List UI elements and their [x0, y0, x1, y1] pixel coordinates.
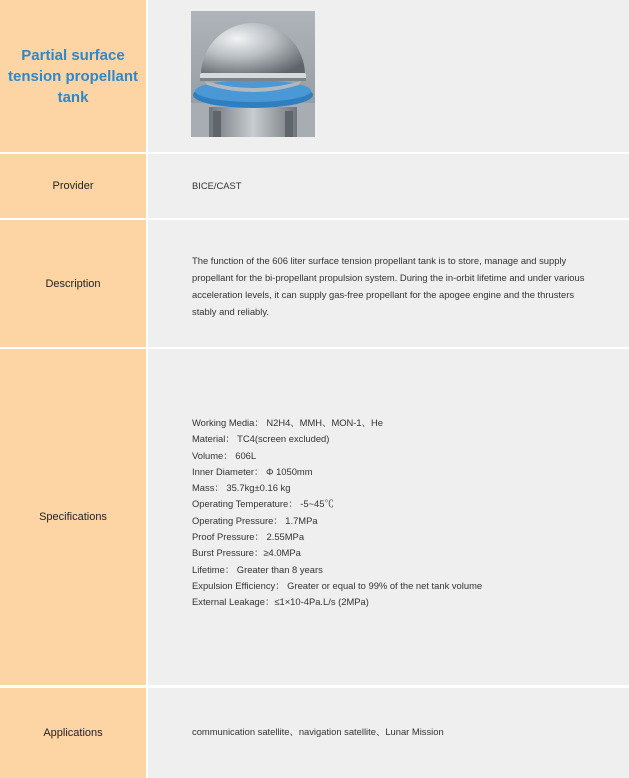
spec-line: Lifetime： Greater than 8 years [192, 563, 323, 575]
provider-label: Provider [52, 180, 94, 192]
spec-line: Volume： 606L [192, 449, 257, 461]
specifications-list [192, 415, 482, 611]
product-image [191, 11, 315, 137]
spec-line: Mass： 35.7kg±0.16 kg [192, 482, 291, 494]
spec-line: Expulsion Efficiency： Greater or equal to 99% of the net tank volume [192, 579, 483, 591]
applications-value-cell [148, 688, 629, 778]
spec-line: External Leakage：≤1×10-4Pa.L/s (2MPa) [192, 596, 369, 608]
title-row [0, 0, 629, 152]
specifications-value-cell [148, 349, 629, 685]
spec-line: Material： TC4(screen excluded) [192, 433, 330, 445]
provider-value: BICE/CAST [192, 180, 242, 191]
description-row [0, 220, 629, 347]
applications-value: communication satellite、navigation satellite、Lunar Mission [192, 726, 444, 737]
provider-label-cell [0, 154, 146, 218]
description-text: The function of the 606 liter surface tension propellant tank is to store, manage and supply propellant for the bi-propellant propulsion system. During the in-orbit lifetime and under various acceleration levels, it can supply gas-free propellant for the apogee engine and the thrusters stably and reliably. [192, 255, 585, 317]
spec-line: Burst Pressure：≥4.0MPa [192, 547, 301, 559]
description-label: Description [45, 277, 101, 290]
product-title: Partial surface tension propellant tank [7, 46, 138, 106]
spec-line: Working Media： N2H4、MMH、MON-1、He [192, 417, 384, 428]
spec-line: Operating Temperature： -5~45℃ [192, 498, 334, 510]
provider-value-cell [148, 154, 629, 218]
spec-line: Operating Pressure： 1.7MPa [192, 514, 318, 526]
applications-label-cell [0, 688, 146, 778]
provider-row [0, 154, 629, 218]
spec-line: Proof Pressure： 2.55MPa [192, 531, 305, 543]
applications-row [0, 688, 629, 778]
title-cell [0, 0, 146, 152]
image-cell [148, 0, 629, 152]
spec-line: Inner Diameter： Φ 1050mm [192, 465, 313, 477]
specifications-row [0, 349, 629, 685]
specifications-label-cell [0, 349, 146, 685]
description-label-cell [0, 220, 146, 347]
propellant-tank-illustration [191, 11, 315, 137]
applications-label: Applications [43, 727, 103, 739]
description-value-cell [148, 220, 629, 347]
specifications-label: Specifications [39, 511, 107, 523]
